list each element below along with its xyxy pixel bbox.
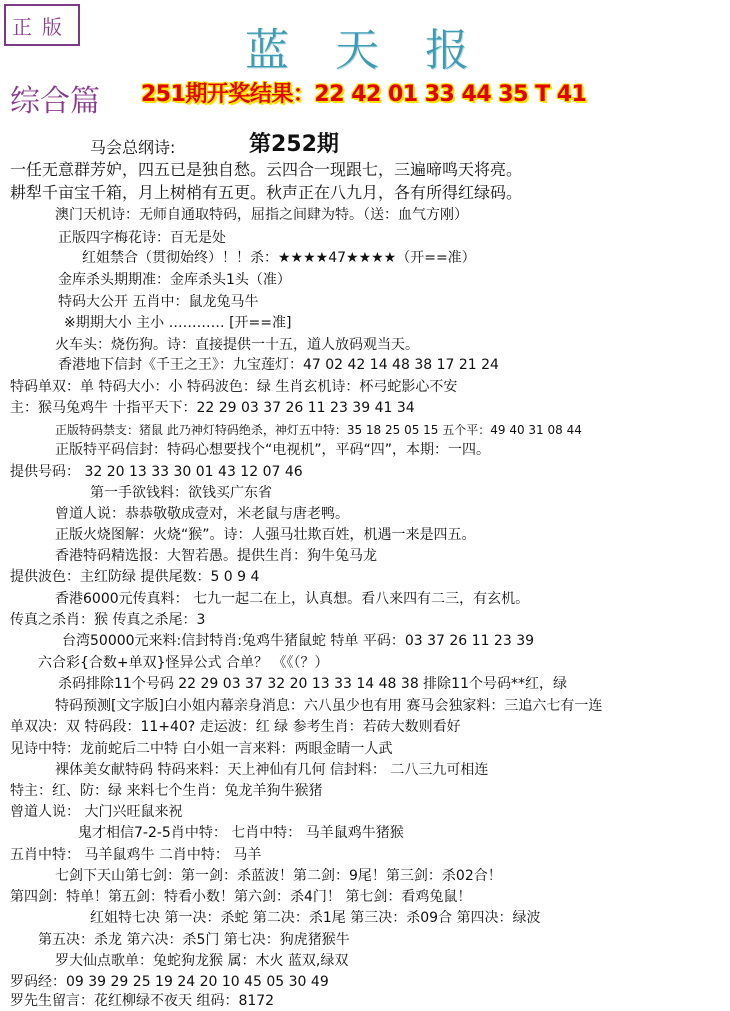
text-line: 传真之杀肖：猴 传真之杀尾：3: [10, 612, 206, 628]
text-line: 台湾50000元来料:信封特肖:兔鸡牛猪鼠蛇 特单 平码：03 37 26 11 23 39: [62, 633, 535, 649]
text-line: 罗先生留言：花红柳绿不夜天 组码：8172: [10, 993, 275, 1009]
text-line: 七剑下天山第七剑：第一剑：杀蓝波！第二剑：9尾！第三剑：杀02合！: [55, 868, 502, 884]
text-line: 第四剑：特单！第五剑：特看小数！第六剑：杀4门！ 第七剑：看鸡兔鼠！: [10, 889, 472, 905]
text-line: 提供号码： 32 20 13 33 30 01 43 12 07 46: [10, 464, 303, 480]
text-line: 六合彩{合数+单双}怪异公式 合单？ 《《（？）: [38, 655, 329, 671]
text-line: 澳门天机诗：无师自通取特码，屈指之间肆为特。（送：血气方刚）: [55, 207, 468, 223]
text-line: 罗码经：09 39 29 25 19 24 20 10 45 05 30 49: [10, 974, 329, 990]
text-line: ※期期大小 主小 ………… [开==准]: [64, 315, 292, 331]
text-line: 裸体美女献特码 特码来料：天上神仙有几何 信封料： 二八三九可相连: [55, 762, 489, 778]
text-line: 曾道人说：恭恭敬敬成壹对，米老鼠与唐老鸭。: [55, 506, 349, 522]
text-line: 鬼才相信7-2-5肖中特： 七肖中特： 马羊鼠鸡牛猪猴: [78, 825, 404, 841]
text-line: 正版特码禁支：猪鼠 此乃神灯特码绝杀，神灯五中特：35 18 25 05 15 五个平：49 40 31 08 44: [55, 423, 582, 437]
issue-number: 第252期: [249, 132, 339, 157]
text-line: 红姐特七决 第一决：杀蛇 第二决：杀1尾 第三决：杀09合 第四决：绿波: [90, 910, 541, 926]
text-line: 一任无意群芳妒，四五已是独自愁。云四合一现跟七，三遍啼鸣天将亮。: [10, 160, 523, 179]
text-line: 耕犁千亩宝千箱，月上树梢有五更。秋声正在八九月，各有所得红绿码。: [10, 183, 523, 202]
text-line: 香港特码精选报：大智若愚。提供生肖：狗牛兔马龙: [55, 548, 377, 564]
text-line: 香港地下信封《千王之王》：九宝莲灯：47 02 42 14 48 38 17 21 24: [58, 357, 499, 373]
text-line: 马会总纲诗:: [90, 138, 176, 157]
text-line: 特码预测[文字版]白小姐内幕亲身消息：六八虽少也有用 赛马会独家料：三追六七有一连: [55, 698, 603, 714]
text-line: 正版特平码信封：特码心想要找个“电视机”，平码“四”，本期：一四。: [55, 442, 491, 458]
text-line: 主：猴马兔鸡牛 十指平天下：22 29 03 37 26 11 23 39 41 34: [10, 400, 415, 416]
text-line: 曾道人说： 大门兴旺鼠来祝: [10, 804, 183, 820]
text-line: 香港6000元传真料： 七九一起二在上，认真想。看八来四有二三，有玄机。: [55, 591, 530, 607]
text-line: 特码单双：单 特码大小：小 特码波色：绿 生肖玄机诗：杯弓蛇影心不安: [10, 379, 458, 395]
text-line: 特码大公开 五肖中：鼠龙兔马牛: [58, 294, 259, 310]
text-line: 金库杀头期期准：金库杀头1头（准）: [58, 272, 291, 288]
text-line: 红姐禁合（贯彻始终）！！杀：★★★★47★★★★（开==准）: [82, 250, 476, 266]
text-line: 火车头：烧伤狗。诗：直接提供一十五，道人放码观当天。: [55, 337, 419, 353]
text-line: 第五决：杀龙 第六决：杀5门 第七决：狗虎猪猴牛: [38, 932, 350, 948]
text-line: 正版火烧图解：火烧“猴”。诗：人强马壮欺百姓，机遇一来是四五。: [55, 527, 476, 543]
text-line: 正版四字梅花诗：百无是处: [58, 230, 226, 246]
text-line: 杀码排除11个号码 22 29 03 37 32 20 13 33 14 48 38 排除11个号码**红，绿: [58, 676, 567, 692]
section-category: 综合篇: [10, 84, 100, 119]
text-line: 特主：红、防：绿 来料七个生肖：兔龙羊狗牛猴猪: [10, 783, 323, 799]
draw-result-banner: 251期开奖结果：22 42 01 33 44 35 T 41: [141, 82, 587, 107]
newspaper-title: 蓝天报: [245, 25, 515, 76]
text-line: 提供波色：主红防绿 提供尾数：5 0 9 4: [10, 569, 260, 585]
text-line: 单双决：双 特码段：11+40? 走运波：红 绿 参考生肖：若砖大数则看好: [10, 719, 461, 735]
text-line: 罗大仙点歌单：兔蛇狗龙猴 属：木火 蓝双,绿双: [55, 953, 349, 969]
text-line: 第一手欲钱料：欲钱买广东省: [90, 485, 272, 501]
text-line: 五肖中特： 马羊鼠鸡牛 二肖中特： 马羊: [10, 847, 262, 863]
authentic-stamp: 正版: [4, 4, 80, 46]
text-line: 见诗中特：龙前蛇后二中特 白小姐一言来料：两眼金睛一人武: [10, 741, 393, 757]
